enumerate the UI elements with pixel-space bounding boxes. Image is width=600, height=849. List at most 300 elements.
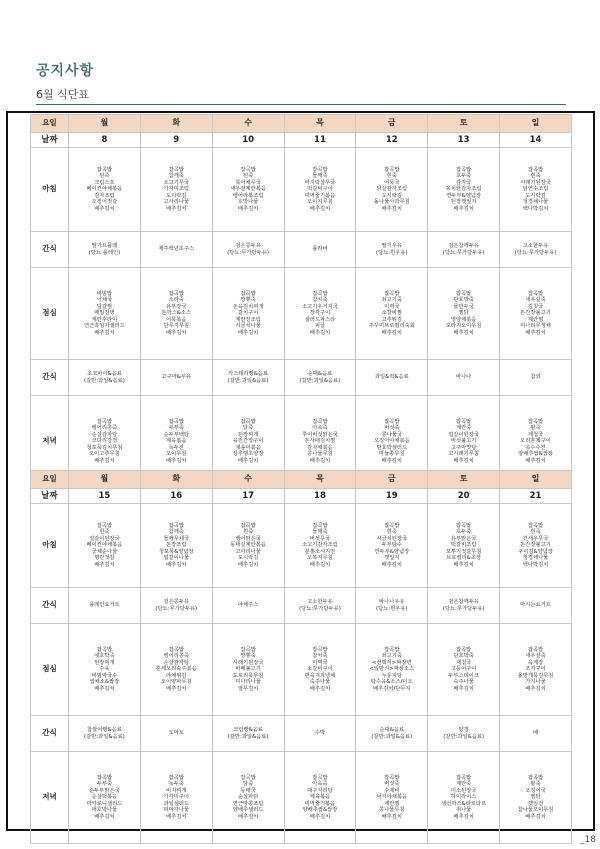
menu-item: 검은콩두유	[163, 599, 190, 606]
menu-item: 미역줄기볶음	[304, 192, 336, 199]
menu-item: 닭죽	[242, 781, 254, 788]
menu-cell-tue	[140, 504, 212, 588]
date-sat: 13	[428, 133, 500, 148]
menu-cell-fri	[356, 716, 428, 752]
menu-item: 배추김치	[237, 561, 259, 568]
menu-item: 고소한두유	[307, 599, 333, 606]
menu-item: (당뇨:흰우유)	[376, 605, 408, 612]
menu-item: (갈반:과일&음료)	[227, 733, 269, 740]
menu-item: 제육볶음	[166, 438, 187, 445]
menu-item: 피마자나물	[163, 807, 190, 814]
menu-cell-tue	[140, 232, 212, 268]
menu-item: 꼬투기젓갈무침	[445, 548, 482, 555]
menu-item: (당뇨:무가당두유)	[442, 605, 485, 612]
menu-item: 연근흑임자샐러드	[83, 323, 125, 330]
menu-item: 김칫국	[527, 303, 544, 310]
menu-item: 배추김치	[381, 329, 403, 336]
menu-item: 잡곡밥	[312, 167, 328, 174]
menu-item: 흰죽	[386, 529, 397, 536]
date-tue: 9	[140, 133, 212, 148]
menu-item: 계란죽	[455, 781, 472, 788]
menu-item: 단호박죽	[453, 297, 474, 304]
menu-item: 아욱죽	[312, 425, 328, 432]
menu-item: 비빔밥	[96, 291, 113, 298]
menu-item: 청경채나물	[522, 199, 549, 206]
menu-cell-thu	[284, 504, 356, 588]
menu-item: 배추김치	[309, 685, 331, 692]
menu-item: 돌나물사과무침	[373, 199, 410, 206]
menu-item: 된장찌개	[237, 431, 259, 438]
menu-item: 크림빵&음료	[233, 727, 263, 734]
menu-item: 어채국	[96, 297, 113, 304]
menu-item: 수박	[314, 730, 326, 737]
menu-item: 잡곡밥	[240, 419, 256, 426]
menu-item: 시금치나물	[235, 323, 261, 330]
menu-item: 시래기된장국	[520, 179, 551, 186]
menu-item: 배추김치	[453, 205, 474, 212]
weekday-tue: 화	[140, 471, 212, 489]
menu-item: 배추김치	[237, 329, 259, 336]
menu-item: 비지찌개	[166, 787, 187, 794]
menu-cell-fri	[356, 752, 428, 844]
menu-item: 흰죽	[242, 529, 254, 536]
menu-item: 플라비	[312, 246, 328, 253]
menu-item: 잡곡밥	[240, 647, 256, 654]
menu-cell-sat	[428, 716, 500, 752]
menu-item: 취나물	[455, 807, 472, 814]
menu-item: 새우살죽	[525, 297, 546, 304]
menu-item: 소라죽	[168, 297, 184, 304]
date-tue: 16	[140, 489, 212, 504]
menu-item: 숙주나물	[309, 679, 331, 686]
menu-item: 배추김치	[166, 457, 187, 464]
menu-item: 잡곡밥	[240, 775, 256, 782]
menu-item: 미역줄기볶음	[304, 800, 336, 807]
menu-item: 배추김치	[166, 561, 187, 568]
menu-cell-sun	[500, 716, 572, 752]
menu-item: 잡곡밥	[527, 647, 544, 654]
menu-item: 가지나물	[525, 679, 546, 686]
menu-item: 깻잎전	[527, 800, 544, 807]
menu-item: 고구마맛탕	[450, 444, 477, 451]
menu-item: 훈제오리숙주볶음	[155, 666, 197, 673]
menu-item: 배추김치	[525, 457, 546, 464]
menu-item: 잡곡밥	[527, 167, 544, 174]
menu-item: 참외	[530, 374, 541, 381]
date-wed: 10	[212, 133, 284, 148]
weekday-sat: 토	[428, 115, 500, 133]
meal-label: 점심	[31, 268, 69, 360]
menu-cell-thu	[284, 360, 356, 396]
menu-item: 애호박나물	[91, 807, 118, 814]
menu-cell-wed	[212, 624, 284, 716]
menu-cell-tue	[140, 716, 212, 752]
menu-item: 배추김치	[166, 813, 187, 820]
menu-item: 잡곡밥	[384, 167, 400, 174]
menu-item: (갈반:과일&음료)	[84, 377, 125, 384]
menu-item: 청경채나물	[522, 555, 549, 562]
menu-item: 버섯불고기	[450, 438, 477, 445]
menu-item: 쭈이버섯맑은국	[302, 431, 338, 438]
menu-item: 배추김치	[453, 685, 474, 692]
menu-item: 배추김치	[309, 561, 331, 568]
menu-item: 된죽	[242, 173, 254, 180]
menu-item: 도토리묵무침	[232, 672, 264, 679]
weekday-corner-label: 요일	[31, 471, 69, 489]
menu-item: 과일&떡&음료	[374, 374, 409, 381]
menu-item: 도라지오이무침	[445, 323, 482, 330]
menu-item: 배추김치	[381, 813, 403, 820]
menu-cell-thu	[284, 624, 356, 716]
date-fri: 19	[356, 489, 428, 504]
menu-item: 청포묵김치무침	[86, 444, 123, 451]
menu-item: 유부맑은국	[450, 535, 477, 542]
menu-item: 돈사태김치찜	[304, 438, 336, 445]
menu-cell-sun	[500, 148, 572, 232]
menu-item: 순대&음료	[379, 727, 405, 734]
date-sun: 21	[500, 489, 572, 504]
menu-item: 계란찜	[384, 800, 400, 807]
menu-item: 편육겨자냉채	[304, 672, 336, 679]
menu-item: 과일샐러드	[163, 800, 190, 807]
menu-item: (당뇨:흰우유)	[376, 249, 408, 256]
menu-item: 흰죽	[530, 173, 541, 180]
meal-label: 간식	[31, 716, 69, 752]
menu-item: 잡곡밥	[240, 291, 256, 298]
menu-item: 육계장	[527, 659, 544, 666]
menu-cell-sun	[500, 624, 572, 716]
menu-item: 콩나물무침	[379, 807, 405, 814]
menu-item: 재첩국	[527, 431, 544, 438]
menu-item: 쇠고기죽	[381, 653, 403, 660]
menu-item: 배추김치	[453, 329, 474, 336]
meal-row	[31, 624, 572, 716]
menu-item: (당뇨:무가당두유)	[299, 605, 341, 612]
menu-item: 미나리나물	[235, 679, 261, 686]
page-number: _18	[580, 835, 596, 845]
menu-item: 연두부&양념장	[446, 192, 482, 199]
menu-item: 플레인요거트	[89, 602, 120, 609]
menu-item: (당뇨:무가당두유)	[155, 605, 198, 612]
menu-item: 마카로니샐러드	[86, 800, 123, 807]
menu-item: 짱뽕죽	[240, 653, 256, 660]
menu-cell-thu	[284, 752, 356, 844]
menu-item: 호박나물	[237, 199, 259, 206]
weekday-mon: 월	[69, 115, 141, 133]
menu-item: 흰죽	[386, 173, 397, 180]
menu-item: 열무김치	[237, 685, 259, 692]
menu-item: 배추김치	[94, 205, 115, 212]
menu-cell-wed	[212, 148, 284, 232]
menu-item: 야채주스	[237, 602, 259, 609]
menu-item: 옥수수전	[525, 444, 546, 451]
menu-item: 배추김치	[309, 813, 331, 820]
menu-item: 제육볶음	[309, 794, 331, 801]
menu-cell-wed	[212, 504, 284, 588]
menu-item: (당뇨:무가당두유)	[442, 249, 485, 256]
menu-item: 하이라이스	[450, 794, 477, 801]
menu-item: 배추김치	[453, 561, 474, 568]
menu-cell-mon	[69, 148, 141, 232]
menu-cell-thu	[284, 268, 356, 360]
menu-item: 잡곡밥	[240, 167, 256, 174]
menu-item: 잡곡밥	[527, 419, 544, 426]
menu-item: 숙주나물	[453, 679, 474, 686]
menu-item: 배추김치	[237, 457, 259, 464]
weekday-tue: 화	[140, 115, 212, 133]
menu-item: 베이컨야채볶음	[86, 186, 123, 193]
menu-item: 새우살계란볶음	[230, 186, 267, 193]
menu-item: 재첩국	[455, 659, 472, 666]
menu-cell-sun	[500, 360, 572, 396]
menu-item: 연근땅콩조림	[232, 800, 264, 807]
menu-item: 쌈채소&쌈장	[89, 679, 120, 686]
menu-item: 잡곡밥	[312, 291, 328, 298]
menu-item: 꼬시래기무침	[448, 451, 479, 458]
menu-item: 메밀전병	[94, 310, 115, 317]
menu-item: 잡곡밥	[455, 291, 472, 298]
menu-item: 물만두국	[453, 303, 474, 310]
menu-item: 오복지무침	[307, 555, 333, 562]
menu-item: 샐러드파스타	[304, 316, 336, 323]
weekday-sun: 일	[500, 471, 572, 489]
menu-item: 배추김치/단무지	[372, 685, 411, 692]
menu-item: 잡곡밥	[168, 167, 184, 174]
menu-item: 얼갈이된장국	[89, 535, 120, 542]
menu-item: 뱅어리콩죽	[91, 425, 118, 432]
menu-item: 팥죽	[530, 425, 541, 432]
menu-item: 순살파닭	[237, 794, 259, 801]
menu-item: 깻잎지	[384, 555, 400, 562]
menu-item: 마늘쫑무침	[379, 451, 405, 458]
menu-item: 검은콩두유	[235, 243, 261, 250]
menu-item: 꽁치한감자조림	[445, 186, 482, 193]
menu-item: 순살떡볶음	[91, 794, 118, 801]
menu-item: 대구지리탕	[307, 787, 333, 794]
menu-item: 찜닭	[530, 794, 541, 801]
meal-row	[31, 752, 572, 844]
menu-item: 단호박샐러드	[376, 444, 408, 451]
menu-item: (갈반:과일&음료)	[227, 377, 269, 384]
menu-item: 잡곡밥	[527, 291, 544, 298]
meal-label: 간식	[31, 588, 69, 624]
menu-item: 달걀찜	[96, 303, 113, 310]
menu-item: 잡곡밥	[312, 419, 328, 426]
menu-item: 콩나물무침	[307, 451, 333, 458]
menu-item: 참치죽	[312, 653, 328, 660]
menu-item: 잡곡밥	[384, 419, 400, 426]
menu-item: 양갱	[458, 727, 469, 734]
menu-item: 버섯죽	[384, 425, 400, 432]
weekday-header-row	[31, 471, 572, 489]
menu-item: 오이고추무침	[89, 451, 120, 458]
menu-item: 시금치된장국	[376, 535, 408, 542]
menu-item: 오이무침	[166, 451, 187, 458]
weekday-thu: 목	[284, 471, 356, 489]
menu-item: 올방개묵김무침	[517, 672, 554, 679]
menu-item: 구이김&양념장	[518, 548, 553, 555]
menu-item: 배추김치	[166, 685, 187, 692]
menu-item: 단호박죽	[453, 653, 474, 660]
menu-item: 배추김치	[453, 813, 474, 820]
menu-cell-wed	[212, 232, 284, 268]
menu-item: 동태살계란볶음	[230, 542, 267, 549]
menu-item: 들깨죽	[312, 529, 328, 536]
menu-item: 육전간장구이	[232, 438, 264, 445]
menu-item: 배추김치	[525, 329, 546, 336]
weekday-wed: 수	[212, 115, 284, 133]
menu-item: 주꾸미브로컬리숙회	[368, 323, 415, 330]
menu-item: 감자조림	[94, 192, 115, 199]
menu-item: 양배추샐러드	[232, 807, 264, 814]
meal-row	[31, 588, 572, 624]
menu-item: 참깨죽	[168, 173, 184, 180]
menu-cell-fri	[356, 232, 428, 268]
menu-item: 생선까스&타르타르	[441, 800, 487, 807]
menu-cell-thu	[284, 148, 356, 232]
menu-item: 순두부맑은국	[89, 787, 120, 794]
page-subtitle: 6월 식단표	[36, 88, 89, 101]
menu-item: 백나박김치	[522, 205, 549, 212]
weekday-mon: 월	[69, 471, 141, 489]
menu-item: 잡곡밥	[96, 419, 113, 426]
menu-item: 초코파이&음료	[87, 371, 122, 378]
menu-item: 배추김치	[381, 561, 403, 568]
meal-row	[31, 268, 572, 360]
menu-item: 도시락김	[237, 555, 259, 562]
menu-item: 어묵볶음	[166, 316, 187, 323]
menu-item: 돈까스&소스	[161, 310, 192, 317]
menu-cell-fri	[356, 360, 428, 396]
date-thu: 18	[284, 489, 356, 504]
menu-item: 고사리나물	[235, 548, 261, 555]
menu-item: (갈반:과일&음료)	[84, 733, 125, 740]
date-fri: 12	[356, 133, 428, 148]
menu-item: 피클	[314, 323, 326, 330]
menu-item: 떡갈비구이	[307, 186, 333, 193]
menu-cell-mon	[69, 504, 141, 588]
menu-cell-sun	[500, 752, 572, 844]
menu-item: 감자채볶음	[307, 444, 333, 451]
menu-item: 브로컬리&초장	[446, 555, 482, 562]
menu-cell-fri	[356, 148, 428, 232]
menu-item: 배추김치	[166, 205, 187, 212]
menu-item: 잡곡밥	[312, 775, 328, 782]
menu-item: 잡곡밥	[455, 523, 472, 530]
menu-cell-mon	[69, 360, 141, 396]
menu-item: 잡곡밥	[455, 775, 472, 782]
menu-item: 떡갈비조림	[450, 542, 477, 549]
date-label: 날짜	[31, 489, 69, 504]
menu-cell-tue	[140, 588, 212, 624]
menu-item: <선택식>짜장면	[372, 659, 412, 666]
menu-item: 잡곡밥	[384, 775, 400, 782]
menu-cell-fri	[356, 588, 428, 624]
date-row	[31, 133, 572, 148]
menu-item: 오징어국	[525, 787, 546, 794]
menu-item: 검은참깨두유	[448, 243, 479, 250]
menu-item: 도시락김	[525, 192, 546, 199]
menu-item: 돈간장불고기	[520, 310, 551, 317]
menu-item: 감자국	[455, 179, 472, 186]
menu-item: 짱뽕죽	[240, 297, 256, 304]
menu-item: 호두죽	[455, 529, 472, 536]
menu-item: 잡곡밥	[312, 647, 328, 654]
menu-cell-sun	[500, 588, 572, 624]
meal-label: 간식	[31, 232, 69, 268]
menu-item: 흰죽	[99, 529, 110, 536]
menu-item: 배추김치	[453, 457, 474, 464]
menu-cell-mon	[69, 588, 141, 624]
menu-cell-mon	[69, 752, 141, 844]
menu-item: 얼갈이된장국	[448, 431, 479, 438]
menu-item: (갈반:과일&음료)	[371, 733, 413, 740]
meal-row	[31, 716, 572, 752]
menu-item: 오이양파무침	[160, 679, 192, 686]
menu-item: 계란찜	[527, 316, 544, 323]
menu-cell-wed	[212, 588, 284, 624]
menu-item: 배추김치	[94, 685, 115, 692]
menu-item: 미소된장국	[450, 787, 477, 794]
menu-item: 가자미조림	[163, 186, 190, 193]
menu-item: 배추김치	[237, 813, 259, 820]
menu-cell-sun	[500, 268, 572, 360]
menu-item: 분홍소시지전	[304, 548, 336, 555]
menu-item: 잡곡밥	[168, 775, 184, 782]
menu-table-week-2	[30, 470, 572, 844]
menu-item: 닭죽	[242, 425, 254, 432]
menu-item: 버섯죽	[384, 781, 400, 788]
menu-item: 베이컨야채볶음	[86, 542, 123, 549]
menu-item: 된죽	[99, 173, 110, 180]
menu-item: 순살감자탕	[163, 659, 190, 666]
menu-cell-sun	[500, 232, 572, 268]
weekday-fri: 금	[356, 115, 428, 133]
menu-item: 된장찌개	[94, 659, 115, 666]
menu-item: 녹두전	[168, 444, 184, 451]
menu-item: 두부죽	[96, 781, 113, 788]
menu-item: 팥죽	[530, 781, 541, 788]
menu-item: 참깨죽	[168, 529, 184, 536]
menu-item: (당뇨:무가당두유)	[514, 249, 557, 256]
menu-cell-wed	[212, 716, 284, 752]
meal-row	[31, 360, 572, 396]
date-mon: 15	[69, 489, 141, 504]
menu-item: 애호박죽	[94, 653, 115, 660]
date-sun: 14	[500, 133, 572, 148]
menu-cell-wed	[212, 752, 284, 844]
menu-item: 상추땡초양장	[232, 451, 264, 458]
menu-item: 잡곡밥	[455, 647, 472, 654]
menu-item: 유부장국	[166, 303, 187, 310]
menu-item: 두부탕수	[381, 542, 403, 549]
menu-cell-thu	[284, 588, 356, 624]
menu-item: 버섯무국	[309, 535, 331, 542]
menu-item: 잡곡밥	[96, 523, 113, 530]
menu-cell-sat	[428, 624, 500, 716]
menu-item: 잡곡밥	[312, 523, 328, 530]
menu-item: 수육	[99, 666, 110, 673]
title-divider	[36, 104, 566, 105]
menu-item: 바지락살무국	[304, 179, 336, 186]
menu-item: 시래기된장국	[232, 659, 264, 666]
menu-item: 토마토	[168, 730, 184, 737]
menu-item: 바나나	[455, 374, 472, 381]
menu-item: 계란후라이	[91, 316, 118, 323]
menu-item: 배추김치	[94, 561, 115, 568]
menu-cell-sat	[428, 232, 500, 268]
menu-item: 배추김치	[94, 329, 115, 336]
